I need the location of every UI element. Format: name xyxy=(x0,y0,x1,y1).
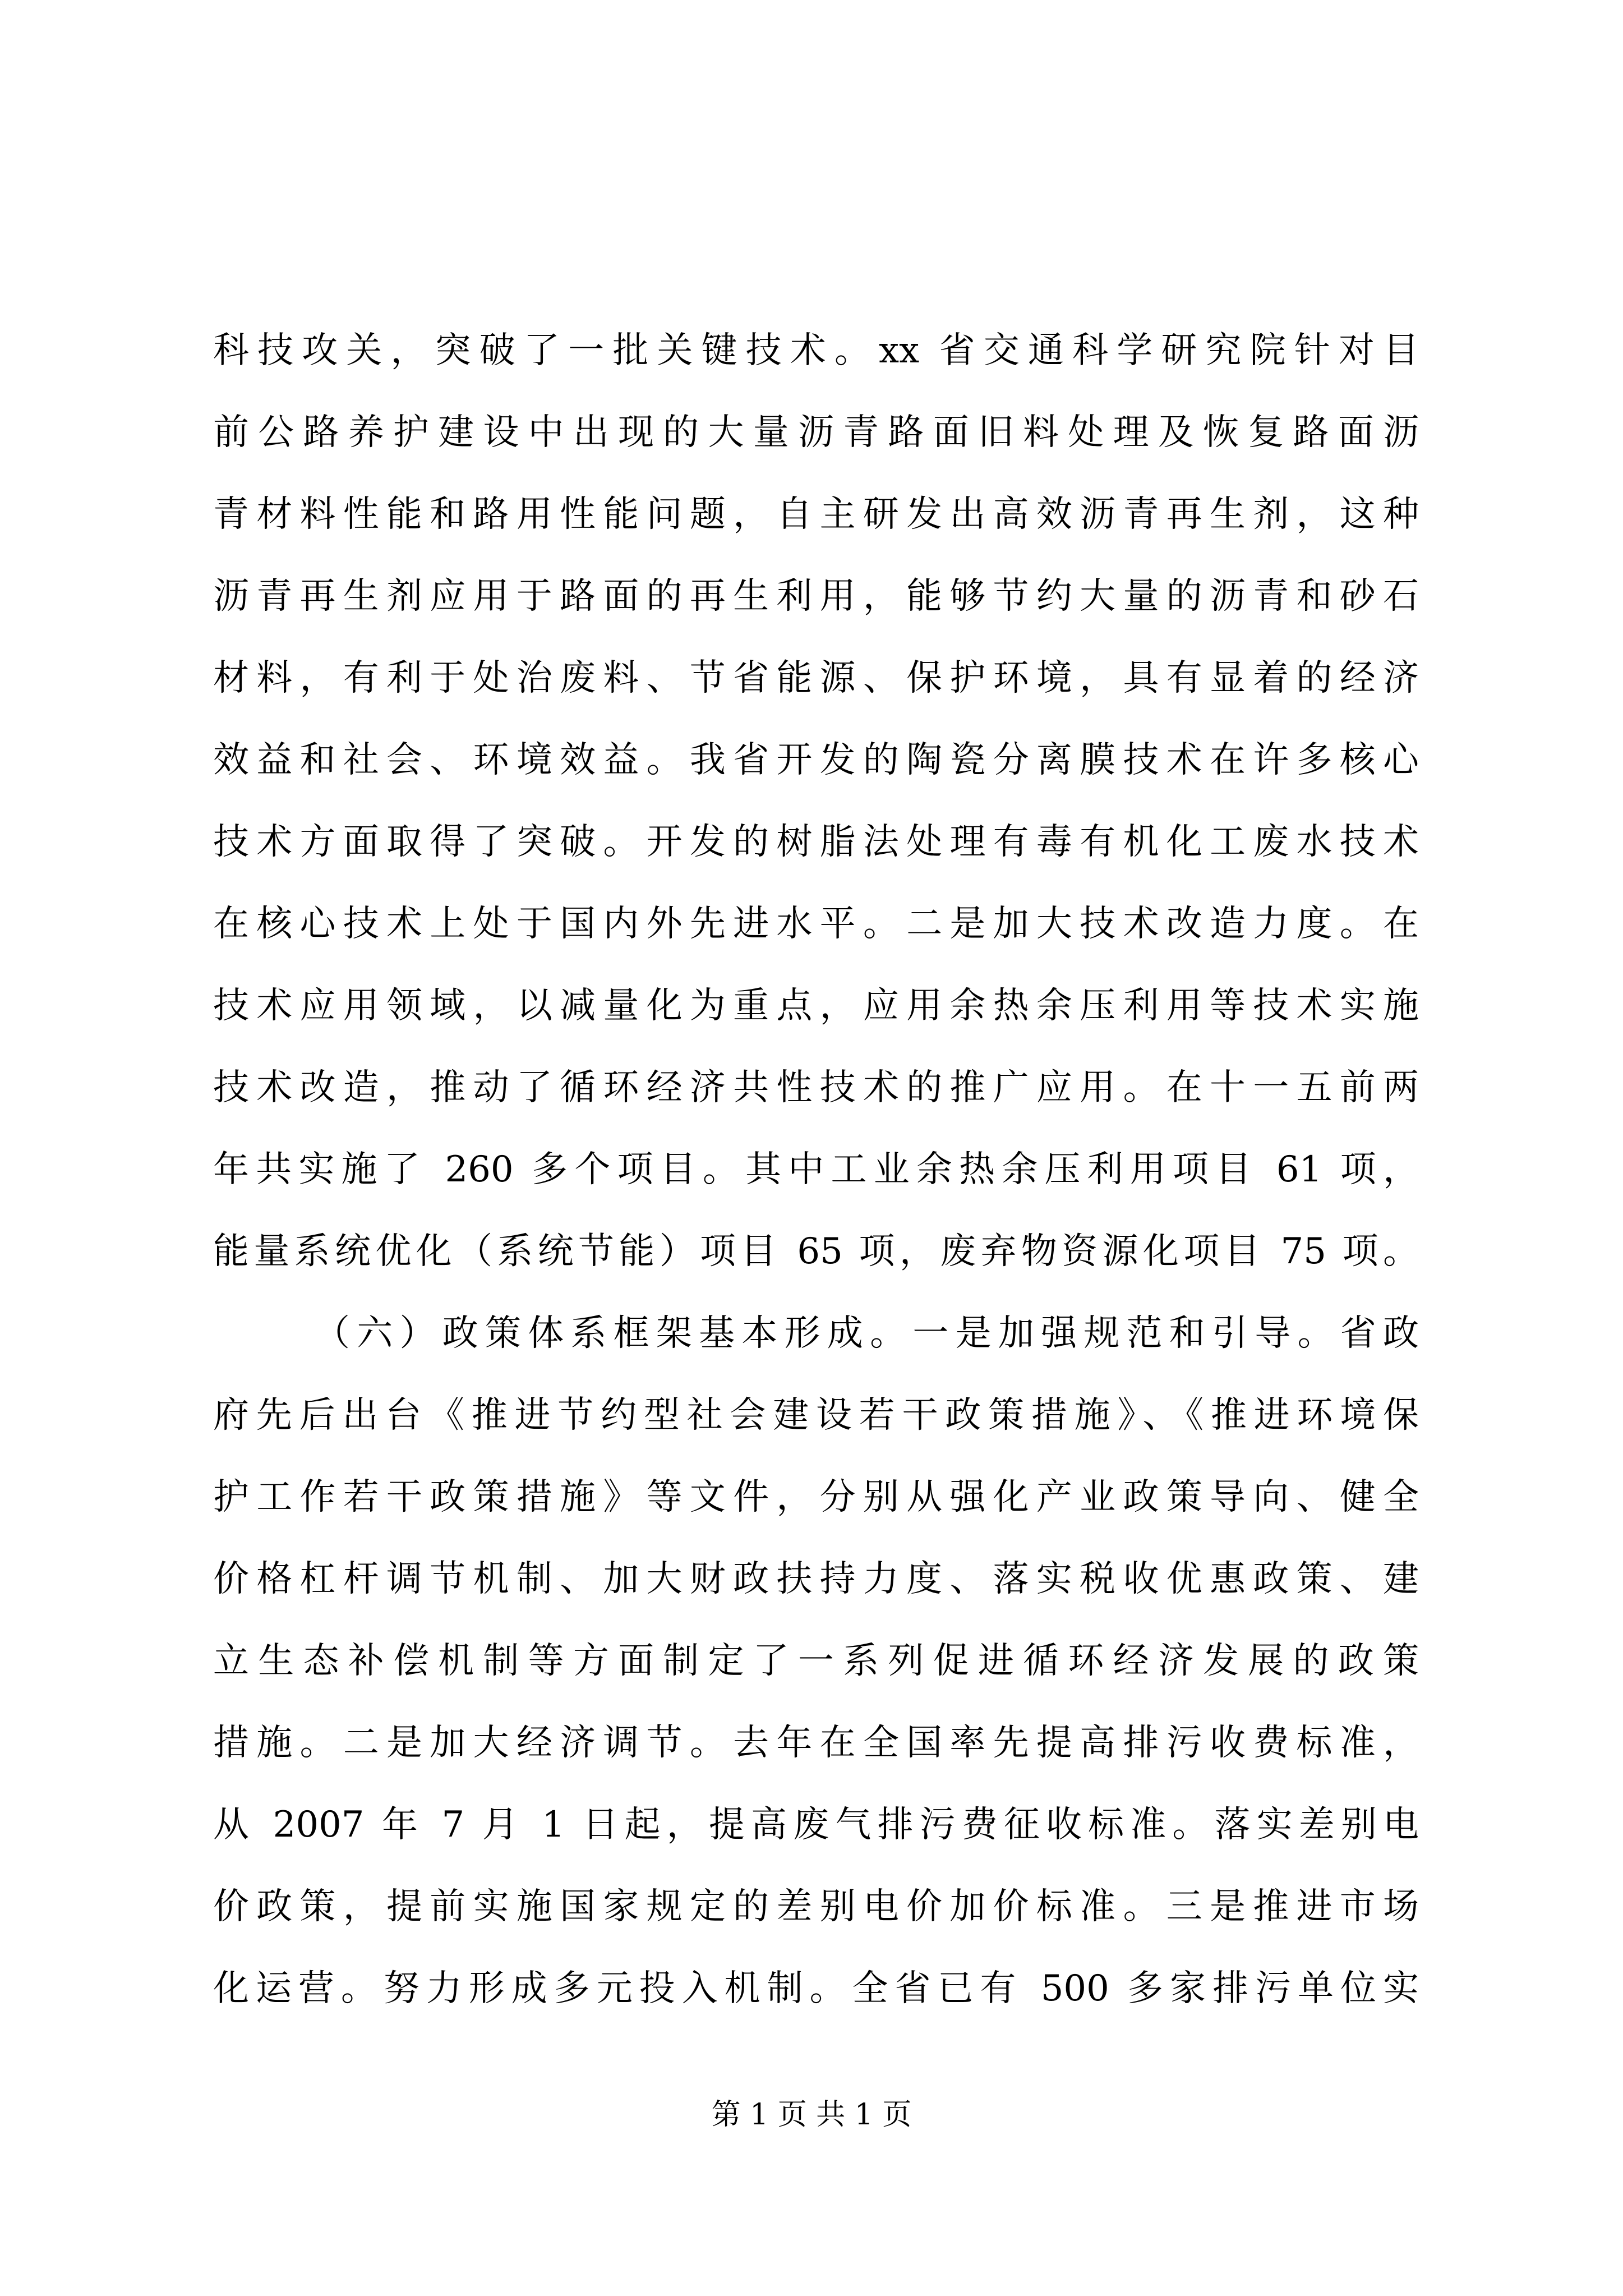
paragraph-line: 效益和社会、环境效益。我省开发的陶瓷分离膜技术在许多核心 xyxy=(213,739,1419,781)
paragraph-line: 前公路养护建设中出现的大量沥青路面旧料处理及恢复路面沥 xyxy=(213,412,1419,453)
paragraph-line: 沥青再生剂应用于路面的再生利用，能够节约大量的沥青和砂石 xyxy=(213,576,1419,617)
paragraph-line: 技术应用领域，以减量化为重点，应用余热余压利用等技术实施 xyxy=(213,985,1419,1027)
paragraph-line: 措施。二是加大经济调节。去年在全国率先提高排污收费标准， xyxy=(213,1722,1419,1764)
paragraph-line: 价格杠杆调节机制、加大财政扶持力度、落实税收优惠政策、建 xyxy=(213,1558,1419,1600)
paragraph-line: 府先后出台《推进节约型社会建设若干政策措施》、《推进环境保 xyxy=(213,1395,1419,1436)
paragraph-line: 科技攻关，突破了一批关键技术。xx 省交通科学研究院针对目 xyxy=(213,330,1419,371)
paragraph-line: 青材料性能和路用性能问题，自主研发出高效沥青再生剂，这种 xyxy=(213,494,1419,535)
paragraph-line: 立生态补偿机制等方面制定了一系列促进循环经济发展的政策 xyxy=(213,1640,1419,1682)
paragraph-line: 价政策，提前实施国家规定的差别电价加价标准。三是推进市场 xyxy=(213,1886,1419,1927)
paragraph-line: 在核心技术上处于国内外先进水平。二是加大技术改造力度。在 xyxy=(213,903,1419,945)
paragraph-line: 年共实施了 260 多个项目。其中工业余热余压利用项目 61 项， xyxy=(213,1149,1419,1190)
paragraph-line: 材料，有利于处治废料、节省能源、保护环境，具有显着的经济 xyxy=(213,657,1419,699)
paragraph-line: 护工作若干政策措施》等文件，分别从强化产业政策导向、健全 xyxy=(213,1476,1419,1518)
section-heading-line: （六）政策体系框架基本形成。一是加强规范和引导。省政 xyxy=(314,1313,1419,1354)
paragraph-line: 技术方面取得了突破。开发的树脂法处理有毒有机化工废水技术 xyxy=(213,821,1419,863)
page-number-footer: 第 1 页 共 1 页 xyxy=(711,2098,912,2132)
paragraph-line: 化运营。努力形成多元投入机制。全省已有 500 多家排污单位实 xyxy=(213,1968,1419,2009)
paragraph-line: 从 2007 年 7 月 1 日起，提高废气排污费征收标准。落实差别电 xyxy=(213,1804,1419,1846)
paragraph-line: 能量系统优化（系统节能）项目 65 项，废弃物资源化项目 75 项。 xyxy=(213,1231,1419,1272)
paragraph-line: 技术改造，推动了循环经济共性技术的推广应用。在十一五前两 xyxy=(213,1067,1419,1108)
